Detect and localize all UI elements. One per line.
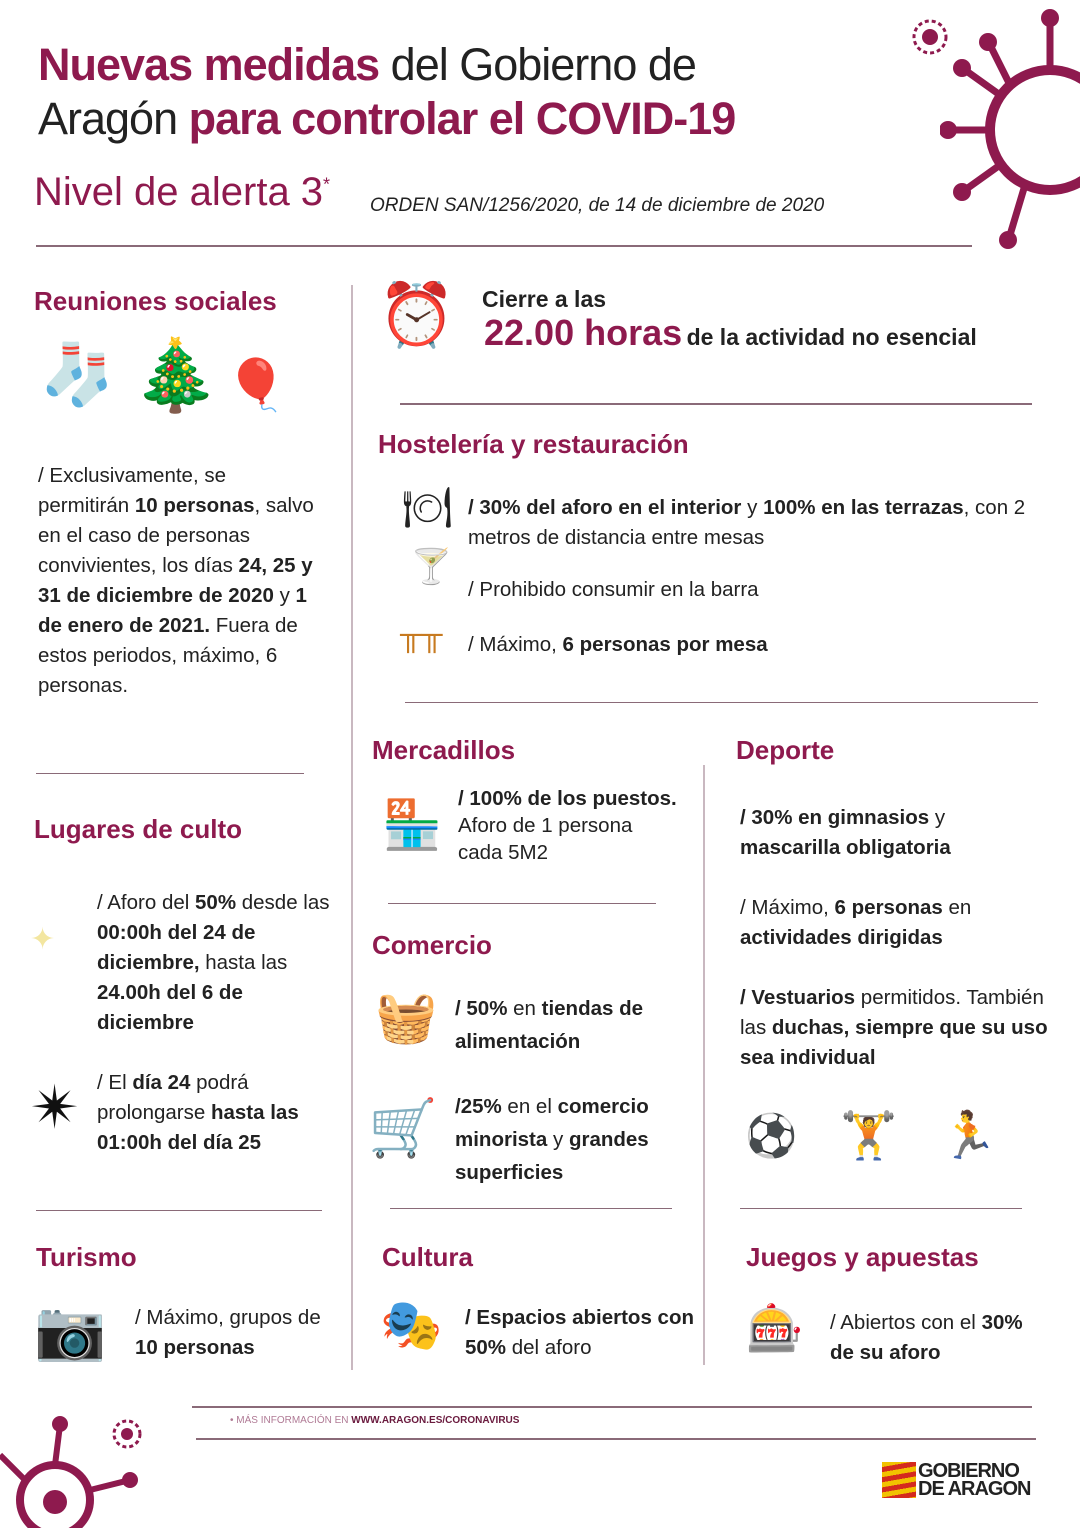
star-icon: ✴ [30,1074,81,1141]
section-title-mercadillos: Mercadillos [372,735,516,765]
text-segment: actividades dirigidas [740,926,943,949]
text-segment: / Abiertos con el [830,1311,982,1334]
mercadillos-text [458,785,678,866]
text-segment: en [507,997,542,1020]
soccer-ball-icon: ⚽ [745,1112,798,1159]
text-segment: del Gobierno de [379,39,696,90]
section-title-culto: Lugares de culto [34,814,243,844]
text-segment: podrá prolongarse [97,1071,249,1124]
text-segment: / Vestuarios [740,986,856,1009]
aragon-flag-logo [882,1462,916,1498]
page-title [38,38,918,146]
text-segment: del aforo [506,1336,592,1359]
text-segment: comercio minorista [455,1095,649,1151]
closing-rest: de la actividad no esencial [686,324,977,350]
divider [388,903,656,904]
divider [196,1438,1036,1440]
divider [36,245,972,247]
comercio-item-2 [455,1090,695,1189]
text-segment: y [929,806,946,829]
more-info-link[interactable]: WWW.ARAGON.ES/CORONAVIRUS [351,1415,520,1426]
shopping-cart-icon: 🛒 [368,1096,438,1159]
text-segment: / Espacios abiertos con 50% [465,1306,694,1359]
text-segment: 50% [195,891,237,914]
text-segment: / Máximo, grupos de [135,1306,321,1329]
closing-time [484,312,977,354]
text-segment: mascarilla obligatoria [740,836,951,859]
divider [740,1208,1022,1209]
text-segment: Aforo de 1 persona cada 5M2 [458,814,633,864]
title-line-1 [38,38,918,92]
text-segment: y [741,496,764,519]
section-title-deporte: Deporte [736,735,835,765]
text-segment: para controlar el COVID-19 [188,93,736,144]
divider [192,1406,1032,1408]
divider [390,1208,672,1209]
market-stall-icon: 🏪 [382,799,442,852]
column-divider [351,285,353,1370]
text-segment: 10 personas [134,494,255,517]
text-segment: y [547,1128,569,1151]
text-segment: 6 personas [834,896,943,919]
food-tray-icon: 🍽 [402,486,453,530]
text-segment: / 30% en gimnasios [740,806,930,829]
text-segment: / El [97,1071,133,1094]
text-segment: 00:00h del 24 de diciembre, [97,921,256,974]
deporte-item-3 [740,983,1060,1073]
column-divider [703,765,705,1365]
stocking-icon: 🧦 [40,341,115,408]
divider [405,702,1038,703]
text-segment: / Máximo, [468,633,563,656]
table-chairs-icon: ╥╥ [400,618,443,651]
section-title-cultura: Cultura [382,1242,473,1272]
small-virus-bottom-icon [108,1415,146,1453]
hosteleria-item-2 [468,575,1028,605]
culto-item-2 [97,1068,337,1158]
text-segment: 24, 25 y 31 de diciembre de 2020 [38,554,313,607]
text-segment: hasta las [199,951,288,974]
title-line-2 [38,92,918,146]
logo-line-1: GOBIERNO [918,1460,1019,1482]
text-segment: , salvo en el caso de personas convivientes, los días [38,494,314,577]
more-info: • MÁS INFORMACIÓN EN WWW.ARAGON.ES/CORONAVIRUS [230,1415,520,1426]
text-segment: permitidos. También las [740,986,1044,1039]
grocery-basket-icon: 🧺 [375,989,438,1045]
text-segment: en el [501,1095,558,1118]
text-segment: Fuera de estos periodos, máximo, 6 personas. [38,614,298,697]
text-segment: / 100% de los puestos. [458,787,677,810]
alert-level-text: Nivel de alerta 3 [34,170,324,214]
hosteleria-item-1 [468,493,1038,553]
text-segment: / Exclusivamente, se permitirán [38,464,226,517]
more-info-label: MÁS INFORMACIÓN EN [236,1415,352,1426]
section-title-juegos: Juegos y apuestas [746,1242,979,1272]
text-segment: desde las [236,891,330,914]
text-segment: día 24 [132,1071,191,1094]
text-segment: , con 2 metros de distancia entre mesas [468,496,1026,549]
gobierno-logo-text [918,1462,1030,1498]
alarm-clock-icon: ⏰ [378,281,456,350]
asterisk: * [323,174,331,195]
order-reference: ORDEN SAN/1256/2020, de 14 de diciembre de 2020 [370,195,825,216]
closing-hour: 22.00 horas [484,312,683,353]
reuniones-text [38,461,318,701]
poker-chips-icon: 🎰 [746,1302,804,1354]
juegos-text [830,1308,1050,1368]
divider [36,773,304,774]
deporte-item-1 [740,803,1040,863]
text-segment: Aragón [38,93,189,144]
text-segment: 10 personas [135,1336,255,1359]
text-segment: / Máximo, [740,896,835,919]
closing-label: Cierre a las [482,286,607,312]
section-title-reuniones: Reuniones sociales [34,286,277,316]
divider [36,1210,322,1211]
section-title-turismo: Turismo [36,1242,137,1272]
theater-masks-icon: 🎭 [380,1297,443,1353]
text-segment: 100% en las terrazas [763,496,964,519]
text-segment: en [942,896,972,919]
text-segment: 24.00h del 6 de diciembre [97,981,243,1034]
runner-icon: 🏃 [940,1109,998,1161]
text-segment: 30% de su aforo [830,1311,1023,1364]
comercio-item-1 [455,992,690,1058]
hosteleria-item-3 [468,630,1028,660]
text-segment: grandes superficies [455,1128,649,1184]
text-segment: hasta las 01:00h del día 25 [97,1101,299,1154]
text-segment: 6 personas por mesa [562,633,768,656]
ornaments-icon: 🎈 [225,357,288,413]
text-segment: / Aforo del [97,891,196,914]
alert-level [34,170,330,215]
logo-line-2: DE ARAGON [918,1478,1031,1500]
camera-icon: 📷 [34,1298,107,1363]
cocktail-icon: 🍸 [410,548,453,586]
culto-item-1 [97,888,345,1038]
weightlifter-icon: 🏋 [840,1109,898,1161]
text-segment: / 50% [455,997,508,1020]
section-title-hosteleria: Hostelería y restauración [378,429,689,459]
christmas-tree-icon: 🎄 [132,336,220,414]
divider [400,403,1032,405]
section-title-comercio: Comercio [372,930,492,960]
cultura-text [465,1303,695,1363]
text-segment: / Prohibido consumir en la barra [468,578,759,601]
virus-icon [940,0,1080,260]
deporte-item-2 [740,893,1040,953]
text-segment: / 30% del aforo en el interior [468,496,742,519]
text-segment: tiendas de alimentación [455,997,644,1053]
text-segment: y [273,584,296,607]
text-segment: /25% [455,1095,502,1118]
sparkle-icon: ✦ [30,923,56,956]
text-segment: duchas, siempre que su uso sea individual [740,1016,1048,1069]
turismo-text [135,1303,335,1363]
text-segment: 1 de enero de 2021. [38,584,307,637]
text-segment: Nuevas medidas [38,39,380,90]
